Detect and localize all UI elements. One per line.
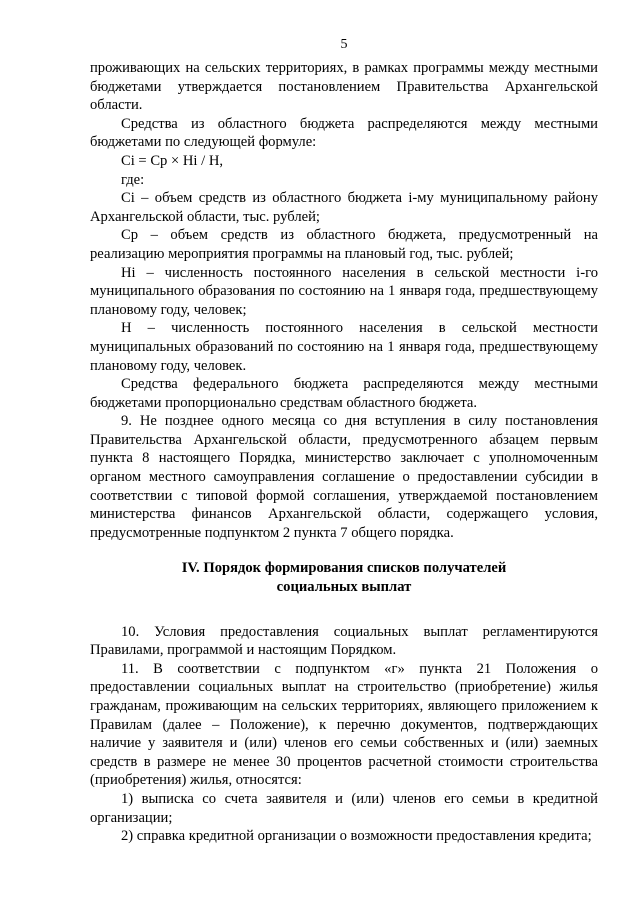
page-number: 5 <box>340 37 348 52</box>
section-after-heading <box>90 623 598 846</box>
paragraph: 10. Условия предоставления социальных выплат регламентируются Правилами, программой и настоящим Порядком. <box>90 623 598 659</box>
section-heading-line-2: социальных выплат <box>276 579 412 596</box>
paragraph: Средства федерального бюджета распределяются между местными бюджетами пропорционально средствам областного бюджета. <box>90 376 598 411</box>
paragraph: 9. Не позднее одного месяца со дня вступления в силу постановления Правительства Архангельской области, предусмотренного абзацем первым пункта 8 настоящего Порядка, министерство заключает с уполномоченным органом местного самоуправления соглашение о предоставлении субсидии в соответствии с типовой формой соглашения, утверждаемой постановлением министерства финансов Архангельской области, содержащего условия, предусмотренные подпунктом 2 пункта 7 общего порядка. <box>90 413 598 541</box>
paragraph: Средства из областного бюджета распределяются между местными бюджетами по следующей формуле: <box>90 115 598 151</box>
document-page <box>90 0 598 905</box>
paragraph: Сi – объем средств из областного бюджета i-му муниципальному району Архангельской области, тыс. рублей; <box>90 190 598 225</box>
document-body <box>90 59 598 846</box>
paragraph: где: <box>121 171 145 188</box>
paragraph: проживающих на сельских территориях, в рамках программы между местными бюджетами утверждается постановлением Правительства Архангельской области. <box>90 60 598 114</box>
paragraph: 2) справка кредитной организации о возможности предоставления кредита; <box>121 828 592 845</box>
paragraph: Сi = Ср × Нi / Н, <box>121 152 224 169</box>
section-heading-line-1: IV. Порядок формирования списков получателей <box>181 560 507 577</box>
paragraph: Нi – численность постоянного населения в сельской местности i-го муниципального образования по состоянию на 1 января года, предшествующему плановому году, человек; <box>90 264 598 318</box>
paragraph: 11. В соответствии с подпунктом «г» пункта 21 Положения о предоставлении социальных выплат на строительство (приобретение) жилья гражданам, проживающим на сельских территориях, являющего приложением к Правилам (далее – Положение), к перечню документов, подтверждающих наличие у заявителя и (или) членов его семьи собственных и (или) заемных средств в размере не менее 30 процентов расчетной стоимости строительства (приобретения) жилья, относятся: <box>90 660 598 789</box>
paragraph: Н – численность постоянного населения в сельской местности муниципальных образований по состоянию на 1 января года, предшествующему плановому году, человек. <box>90 320 598 374</box>
section-heading <box>90 559 598 596</box>
paragraph: Ср – объем средств из областного бюджета, предусмотренный на реализацию мероприятия программы на плановый год, тыс. рублей; <box>90 227 598 262</box>
paragraph: 1) выписка со счета заявителя и (или) членов его семьи в кредитной организации; <box>90 790 598 826</box>
section-before-heading <box>90 59 598 542</box>
